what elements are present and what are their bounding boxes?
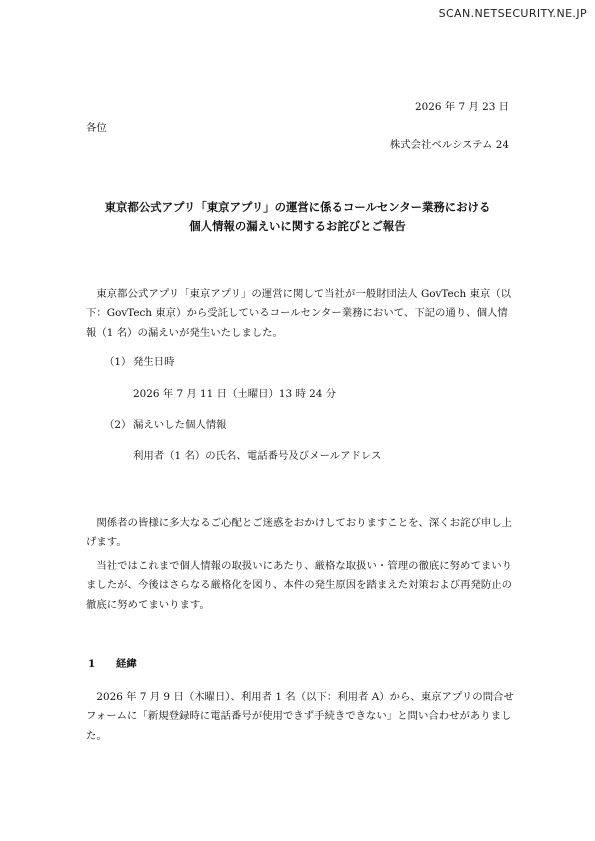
apology-text: 関係者の皆様に多大なるご心配とご迷惑をおかけしておりますことを、深くお詫び申し上げます。 [86, 517, 513, 549]
item-1-number: （1） [104, 356, 132, 368]
title-line-2: 個人情報の漏えいに関するお詫びとご報告 [189, 219, 406, 233]
item-1-detail: 2026 年 7 月 11 日（土曜日）13 時 24 分 [133, 388, 337, 400]
watermark-text: SCAN.NETSECURITY.NE.JP [438, 7, 587, 20]
addressee: 各位 [86, 122, 107, 134]
intro-paragraph [86, 285, 514, 343]
item-2-label: 漏えいした個人情報 [133, 419, 227, 431]
section-1-number: 1 [88, 658, 96, 670]
item-1-label: 発生日時 [133, 356, 175, 368]
commitment-paragraph [86, 557, 514, 615]
company-name: 株式会社ベルシステム 24 [389, 139, 509, 151]
apology-paragraph [86, 514, 514, 553]
section-1-body [86, 688, 514, 746]
section-1-heading [88, 656, 137, 672]
section-1-title: 経緯 [116, 658, 137, 670]
intro-text: 東京都公式アプリ「東京アプリ」の運営に関して当社が一般財団法人 GovTech 東京（以下：GovTech 東京）から受託しているコールセンター業務において、下記の通り、個人情報（1 名）の漏えいが発生いたしました。 [86, 288, 512, 339]
title-line-1: 東京都公式アプリ「東京アプリ」の運営に係るコールセンター業務における [104, 200, 491, 214]
document-date: 2026 年 7 月 23 日 [415, 101, 509, 113]
commitment-text: 当社ではこれまで個人情報の取扱いにあたり、厳格な取扱い・管理の徹底に努めてまいりましたが、今後はさらなる厳格化を図り、本件の発生原因を踏まえた対策および再発防止の徹底に努めてまいります。 [86, 560, 513, 611]
document-title [0, 198, 595, 236]
section-1-text: 2026 年 7 月 9 日（木曜日）、利用者 1 名（以下：利用者 A）から、東京アプリの問合せフォームに「新規登録時に電話番号が使用できず手続きできない」と問い合わせがありました。 [86, 691, 514, 742]
item-2-detail: 利用者（1 名）の氏名、電話番号及びメールアドレス [133, 450, 382, 462]
item-2-number: （2） [104, 419, 132, 431]
